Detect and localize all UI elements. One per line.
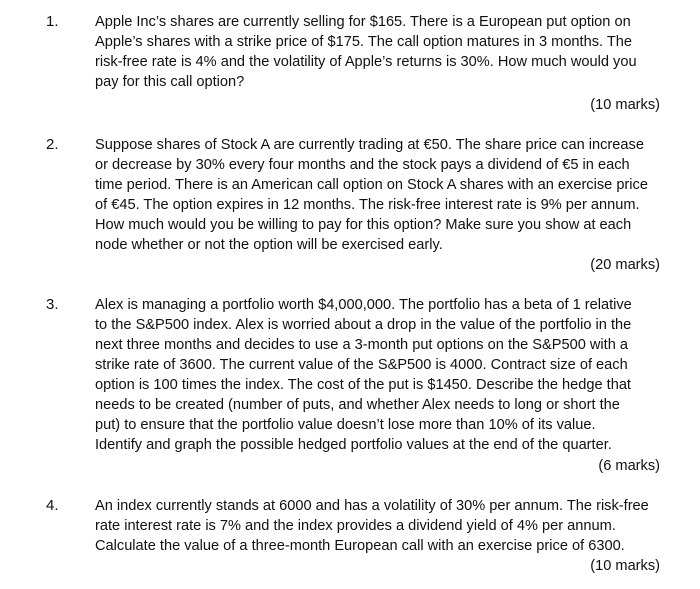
question-line: of €45. The option expires in 12 months. The risk-free interest rate is 9% per annum. xyxy=(95,197,640,213)
question-line: How much would you be willing to pay for this option? Make sure you show at each xyxy=(95,217,632,233)
question-marks: (10 marks) xyxy=(590,97,660,113)
question-text xyxy=(95,295,667,455)
question-line: Identify and graph the possible hedged portfolio values at the end of the quarter. xyxy=(95,437,612,453)
question-line: node whether or not the option will be exercised early. xyxy=(95,237,443,253)
question-number: 1. xyxy=(46,13,59,30)
question-line: pay for this call option? xyxy=(95,74,245,90)
question-number: 2. xyxy=(46,136,59,153)
question-line: or decrease by 30% every four months and the stock pays a dividend of €5 in each xyxy=(95,157,630,173)
question-marks: (20 marks) xyxy=(590,257,660,273)
question-marks: (6 marks) xyxy=(598,458,660,474)
question-text xyxy=(95,12,667,92)
question-line: to the S&P500 index. Alex is worried about a drop in the value of the portfolio in the xyxy=(95,317,632,333)
question-line: Apple Inc’s shares are currently selling for $165. There is a European put option on xyxy=(95,14,631,30)
question-line: rate interest rate is 7% and the index provides a dividend yield of 4% per annum. xyxy=(95,518,616,534)
question-line: needs to be created (number of puts, and whether Alex needs to long or short the xyxy=(95,397,620,413)
question-number: 3. xyxy=(46,296,59,313)
question-line: next three months and decides to use a 3-month put options on the S&P500 with a xyxy=(95,337,629,353)
question-line: risk-free rate is 4% and the volatility of Apple’s returns is 30%. How much would you xyxy=(95,54,637,70)
question-line: time period. There is an American call option on Stock A shares with an exercise price xyxy=(95,177,648,193)
question-line: Alex is managing a portfolio worth $4,000,000. The portfolio has a beta of 1 relative xyxy=(95,297,632,313)
question-line: An index currently stands at 6000 and has a volatility of 30% per annum. The risk-free xyxy=(95,498,649,514)
question-line: strike rate of 3600. The current value of the S&P500 is 4000. Contract size of each xyxy=(95,357,628,373)
question-text xyxy=(95,496,667,556)
question-line: Apple’s shares with a strike price of $175. The call option matures in 3 months. The xyxy=(95,34,633,50)
question-line: Suppose shares of Stock A are currently trading at €50. The share price can increase xyxy=(95,137,644,153)
question-line: put) to ensure that the portfolio value doesn’t lose more than 10% of its value. xyxy=(95,417,596,433)
question-text xyxy=(95,135,667,255)
question-number: 4. xyxy=(46,497,59,514)
question-marks: (10 marks) xyxy=(590,558,660,574)
question-line: option is 100 times the index. The cost of the put is $1450. Describe the hedge that xyxy=(95,377,631,393)
question-line: Calculate the value of a three-month European call with an exercise price of 6300. xyxy=(95,538,625,554)
